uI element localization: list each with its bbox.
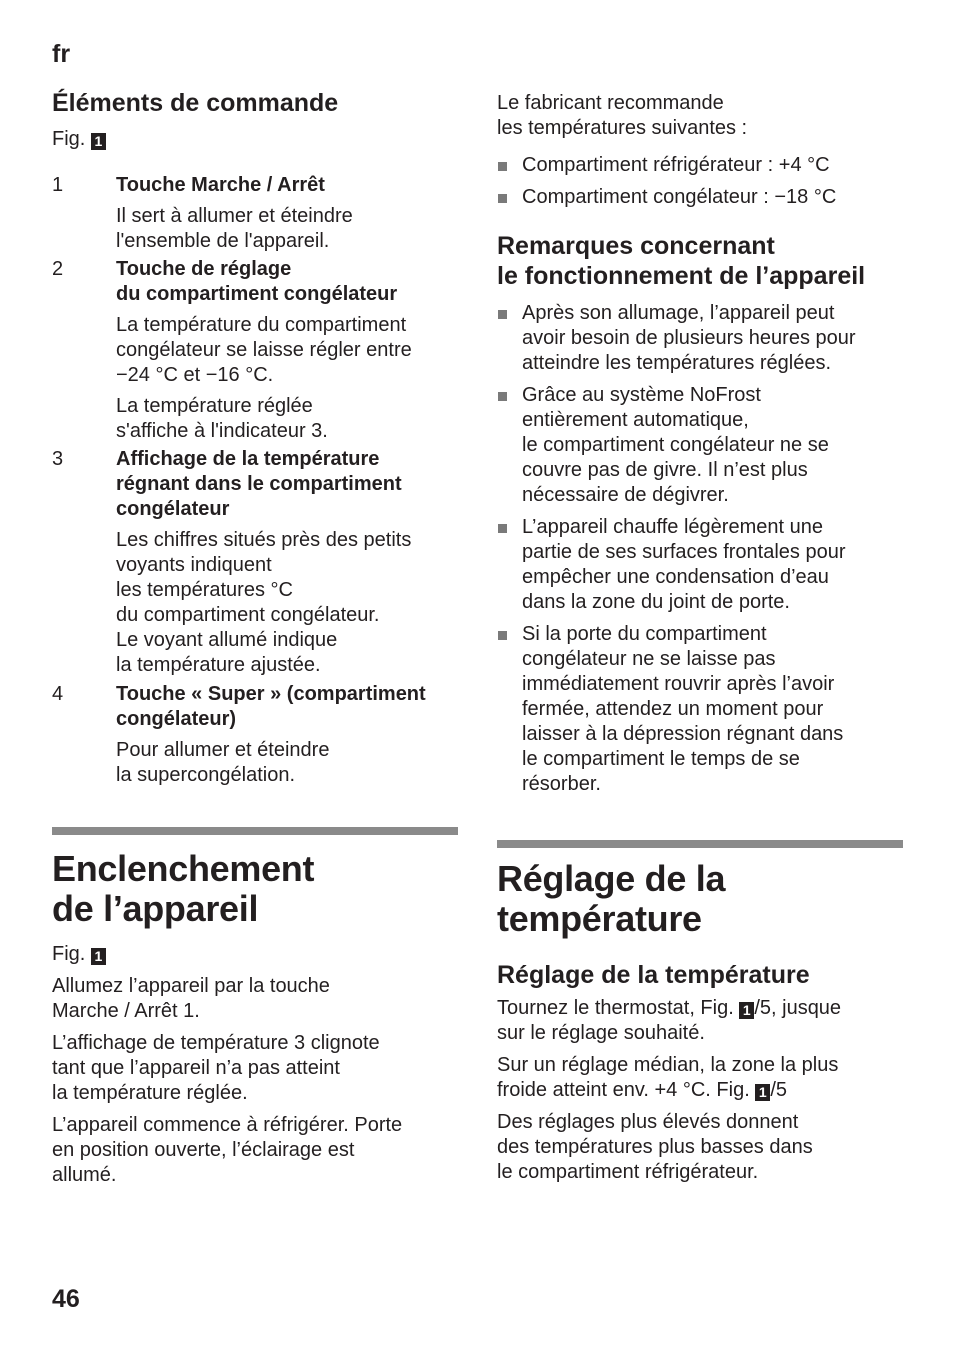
figure-number-badge: 1 [755, 1084, 770, 1101]
item-description: Les chiffres situés près des petits voyants indiquent les températures °C du compartiment congélateur. Le voyant allumé indique la température ajustée. [116, 529, 412, 676]
bullet-item [497, 185, 903, 210]
controls-list [52, 173, 458, 788]
bullet-text: Si la porte du compartiment congélateur ne se laisse pas immédiatement rouvrir après l’avoir fermée, attendez un moment pour laisser à la dépression régnant dans le compartiment le temps de se résorber. [522, 623, 844, 795]
item-description: La température réglée s'affiche à l'indicateur 3. [116, 395, 328, 442]
item-number: 1 [52, 174, 64, 196]
item-number: 3 [52, 448, 64, 470]
controls-heading: Éléments de commande [52, 89, 339, 117]
bullet-text: Grâce au système NoFrost entièrement automatique, le compartiment congélateur ne se couvre pas de givre. Il n’est plus nécessaire de dégivrer. [522, 384, 829, 506]
bullet-item [497, 301, 903, 376]
figure-number-badge: 1 [739, 1002, 754, 1019]
body-paragraph: L’appareil commence à réfrigérer. Porte en position ouverte, l’éclairage est allumé. [52, 1114, 403, 1186]
square-bullet-icon [498, 194, 507, 203]
body-paragraph: Allumez l’appareil par la touche Marche / Arrêt 1. [52, 975, 330, 1022]
enclenchement-body [52, 974, 458, 1188]
square-bullet-icon [498, 392, 507, 401]
bullet-item [497, 622, 903, 797]
right-column [497, 91, 903, 1185]
figure-number-badge: 1 [91, 133, 106, 150]
item-title: Touche « Super » (compartiment congélateur) [116, 683, 426, 730]
remarques-list [497, 301, 903, 797]
enclenchement-heading: Enclenchement de l’appareil [52, 848, 315, 929]
square-bullet-icon [498, 524, 507, 533]
recommend-intro: Le fabricant recommande les températures suivantes : [497, 92, 748, 139]
item-description: La température du compartiment congélateur se laisse régler entre −24 °C et −16 °C. [116, 314, 412, 386]
item-title: Touche Marche / Arrêt [116, 174, 325, 196]
item-title: Touche de réglage du compartiment congélateur [116, 258, 398, 305]
remarques-heading: Remarques concernant le fonctionnement de l’appareil [497, 232, 866, 290]
control-item [52, 257, 458, 444]
square-bullet-icon [498, 162, 507, 171]
item-number: 4 [52, 683, 64, 705]
item-description: Il sert à allumer et éteindre l'ensemble de l'appareil. [116, 205, 353, 252]
item-description: Pour allumer et éteindre la supercongélation. [116, 739, 330, 786]
body-paragraph: L’affichage de température 3 clignote tant que l’appareil n’a pas atteint la température réglée. [52, 1032, 380, 1104]
figure-number-badge: 1 [91, 948, 106, 965]
reglage-paragraph: Sur un réglage médian, la zone la plus froide atteint env. +4 °C. Fig. 1 /5 [497, 1054, 839, 1101]
controls-fig-ref: Fig. 1 [52, 127, 458, 152]
left-column [52, 88, 458, 1188]
bullet-text: Compartiment réfrigérateur : +4 °C [522, 154, 830, 176]
language-tag: fr [52, 40, 71, 68]
bullet-item [497, 515, 903, 615]
bullet-text: L’appareil chauffe légèrement une partie de ses surfaces frontales pour empêcher une condensation d’eau dans la zone du joint de porte. [522, 516, 846, 613]
item-number: 2 [52, 258, 64, 280]
section-rule [52, 827, 458, 835]
bullet-text: Après son allumage, l’appareil peut avoir besoin de plusieurs heures pour atteindre les températures réglées. [522, 302, 856, 374]
bullet-item [497, 383, 903, 508]
enclenchement-fig-ref: Fig. 1 [52, 942, 458, 967]
item-title: Affichage de la température régnant dans le compartiment congélateur [116, 448, 402, 520]
square-bullet-icon [498, 631, 507, 640]
control-item [52, 682, 458, 788]
control-item [52, 447, 458, 678]
reglage-paragraph: Des réglages plus élevés donnent des températures plus basses dans le compartiment réfrigérateur. [497, 1111, 813, 1183]
square-bullet-icon [498, 310, 507, 319]
control-item [52, 173, 458, 254]
page-number: 46 [52, 1285, 80, 1313]
reglage-subheading: Réglage de la température [497, 961, 810, 989]
reglage-heading: Réglage de la température [497, 858, 726, 939]
bullet-item [497, 153, 903, 178]
section-rule [497, 840, 903, 848]
recommend-list [497, 153, 903, 210]
bullet-text: Compartiment congélateur : −18 °C [522, 186, 837, 208]
reglage-paragraph: Tournez le thermostat, Fig. 1 /5, jusque sur le réglage souhaité. [497, 997, 842, 1044]
